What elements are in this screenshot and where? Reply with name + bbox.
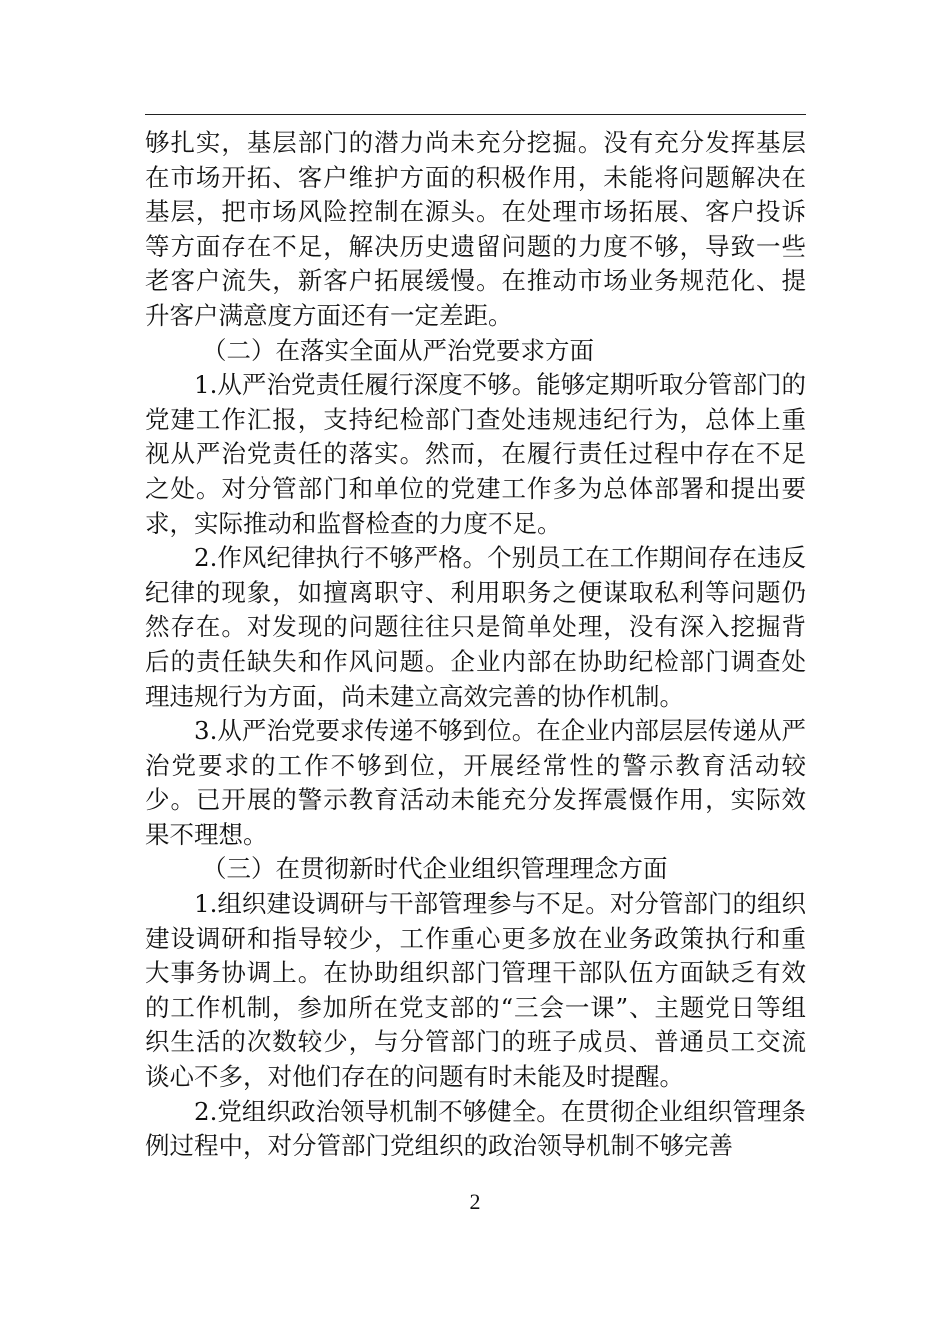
paragraph-3-1: 1.组织建设调研与干部管理参与不足。对分管部门的组织建设调研和指导较少，工作重心更多放在业务政策执行和重大事务协调上。在协助组织部门管理干部队伍方面缺乏有效的工作机制，参加所在党支部的“三会一课”、主题党日等组织生活的次数较少，与分管部门的班子成员、普通员工交流谈心不多，对他们存在的问题有时未能及时提醒。 — [145, 889, 806, 1092]
paragraph-continuation: 够扎实，基层部门的潜力尚未充分挖掘。没有充分发挥基层在市场开拓、客户维护方面的积极作用，未能将问题解决在基层，把市场风险控制在源头。在处理市场拓展、客户投诉等方面存在不足，解决历史遗留问题的力度不够，导致一些老客户流失，新客户拓展缓慢。在推动市场业务规范化、提升客户满意度方面还有一定差距。 — [145, 128, 806, 330]
header-rule — [145, 114, 806, 115]
paragraph-2-1: 1.从严治党责任履行深度不够。能够定期听取分管部门的党建工作汇报，支持纪检部门查处违规违纪行为，总体上重视从严治党责任的落实。然而，在履行责任过程中存在不足之处。对分管部门和单位的党建工作多为总体部署和提出要求，实际推动和监督检查的力度不足。 — [145, 370, 806, 538]
paragraph-2-3: 3.从严治党要求传递不够到位。在企业内部层层传递从严治党要求的工作不够到位，开展经常性的警示教育活动较少。已开展的警示教育活动未能充分发挥震慑作用，实际效果不理想。 — [145, 716, 806, 849]
section-heading-2: （二）在落实全面从严治党要求方面 — [202, 335, 594, 365]
document-body — [145, 126, 806, 1164]
section-heading-3: （三）在贯彻新时代企业组织管理理念方面 — [202, 854, 668, 884]
page-number: 2 — [469, 1189, 481, 1214]
paragraph-2-2: 2.作风纪律执行不够严格。个别员工在工作期间存在违反纪律的现象，如擅离职守、利用职务之便谋取私利等问题仍然存在。对发现的问题往往只是简单处理，没有深入挖掘背后的责任缺失和作风问题。企业内部在协助纪检部门调查处理违规行为方面，尚未建立高效完善的协作机制。 — [145, 543, 806, 711]
paragraph-3-2: 2.党组织政治领导机制不够健全。在贯彻企业组织管理条例过程中，对分管部门党组织的政治领导机制不够完善 — [145, 1096, 806, 1161]
